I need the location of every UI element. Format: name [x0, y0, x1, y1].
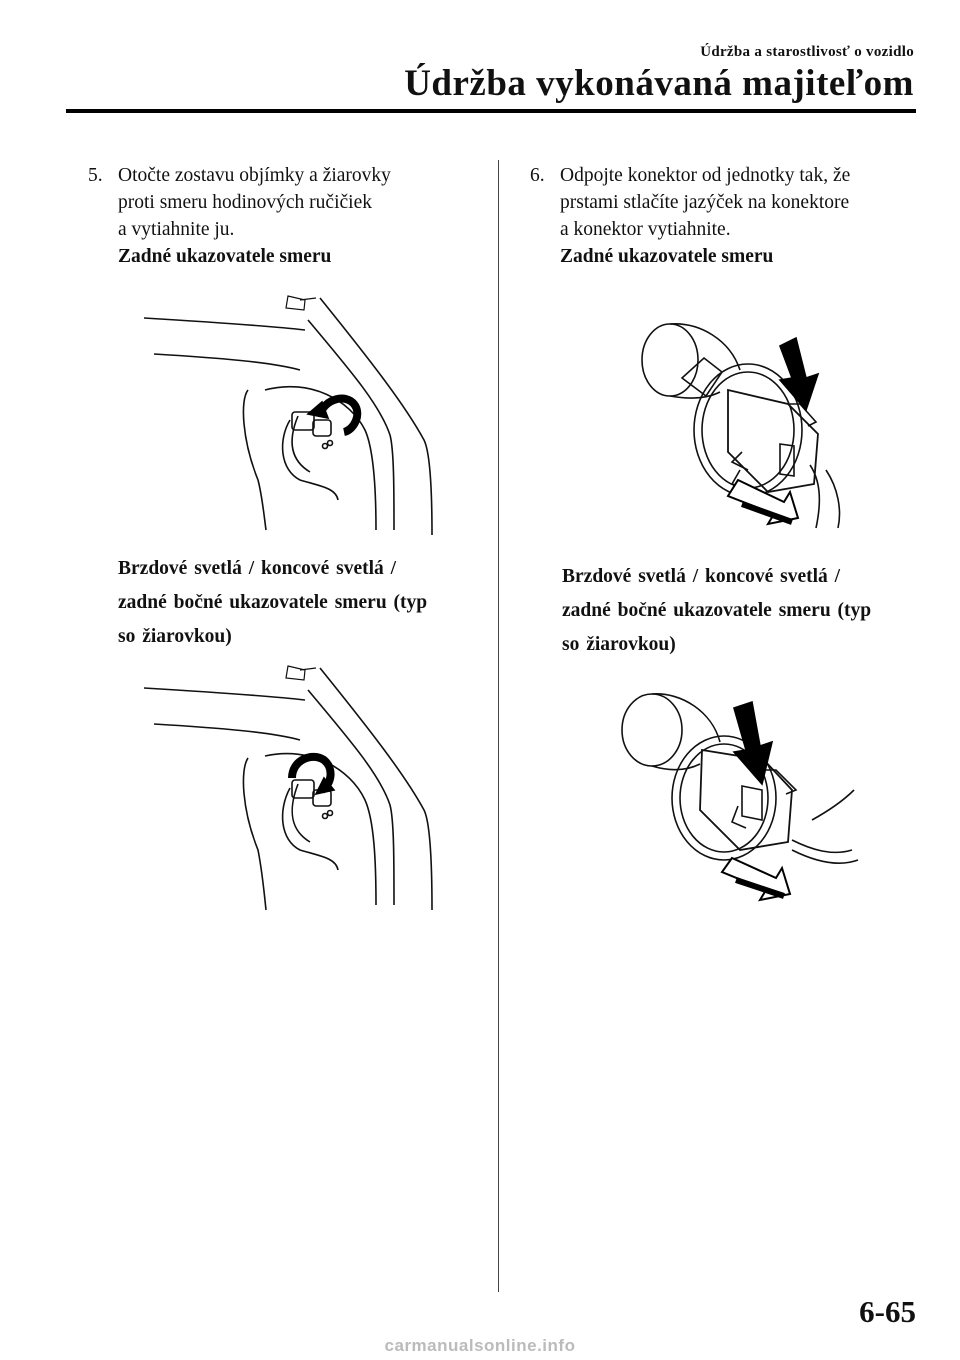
step-number: 5. [88, 165, 103, 186]
caption [118, 552, 478, 654]
header-rule [66, 109, 916, 113]
step-text-line: Otočte zostavu objímky a žiarovky [118, 165, 391, 186]
page-number: 6-65 [859, 1294, 916, 1329]
step-text-line: a konektor vytiahnite. [560, 219, 731, 240]
subhead: Zadné ukazovatele smeru [560, 246, 774, 267]
socket-rotation-illustration [140, 290, 460, 535]
step-text-line: a vytiahnite ju. [118, 219, 235, 240]
section-label: Údržba a starostlivosť o vozidlo [700, 44, 914, 60]
subhead: Zadné ukazovatele smeru [118, 246, 332, 267]
pull-arrow-icon [722, 858, 790, 900]
step-text-line: proti smeru hodinových ručičiek [118, 192, 372, 213]
caption-line: Brzdové svetlá / koncové svetlá / [118, 558, 397, 579]
step-6 [530, 162, 930, 270]
caption-line: zadné bočné ukazovatele smeru (typ [562, 600, 872, 621]
step-text-line: prstami stlačíte jazýček na konektore [560, 192, 850, 213]
counter-clockwise-arrow-icon [292, 757, 334, 794]
socket-rotation-illustration [140, 660, 460, 915]
caption-line: Brzdové svetlá / koncové svetlá / [562, 566, 841, 587]
watermark: carmanualsonline.info [384, 1336, 576, 1355]
column-divider [498, 160, 499, 1292]
caption-line: so žiarovkou) [562, 634, 676, 655]
step-text-line: Odpojte konektor od jednotky tak, že [560, 165, 851, 186]
connector-release-illustration [612, 690, 862, 910]
step-5 [88, 162, 488, 270]
caption [562, 560, 932, 662]
down-arrow-icon [780, 338, 818, 410]
connector-release-illustration [630, 320, 855, 530]
chapter-title: Údržba vykonávaná majiteľom [404, 63, 914, 104]
caption-line: zadné bočné ukazovatele smeru (typ [118, 592, 428, 613]
step-number: 6. [530, 165, 545, 186]
counter-clockwise-arrow-icon [308, 399, 357, 432]
down-arrow-icon [734, 702, 772, 784]
caption-line: so žiarovkou) [118, 626, 232, 647]
